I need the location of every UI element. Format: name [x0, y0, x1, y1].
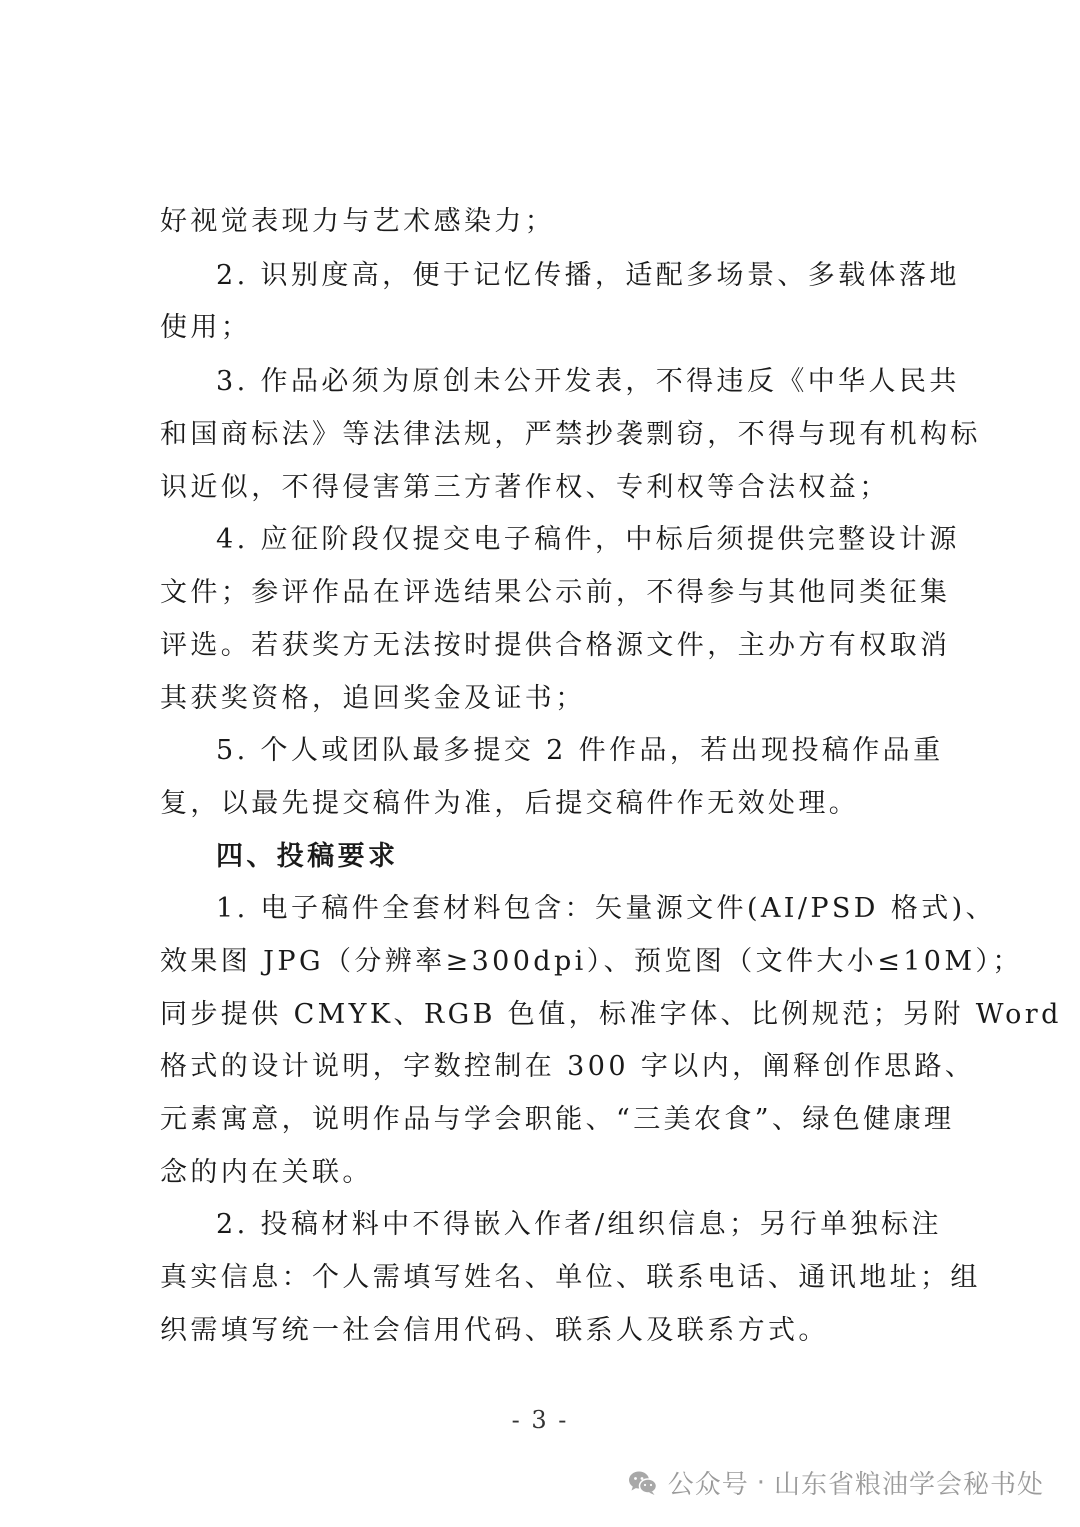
body-line: 同步提供 CMYK、RGB 色值，标准字体、比例规范；另附 Word — [160, 999, 1062, 1030]
body-line: 2. 识别度高，便于记忆传播，适配多场景、多载体落地 — [216, 260, 960, 291]
body-line: 元素寓意，说明作品与学会职能、“三美农食”、绿色健康理 — [160, 1104, 955, 1135]
watermark-separator: · — [756, 1467, 766, 1498]
body-line: 效果图 JPG（分辨率≥300dpi）、预览图（文件大小≤10M）； — [160, 946, 1023, 977]
body-line: 念的内在关联。 — [160, 1157, 373, 1188]
body-line: 织需填写统一社会信用代码、联系人及联系方式。 — [160, 1315, 829, 1346]
body-line: 其获奖资格，追回奖金及证书； — [160, 683, 586, 714]
body-line: 复，以最先提交稿件为准，后提交稿件作无效处理。 — [160, 788, 860, 819]
body-line: 2. 投稿材料中不得嵌入作者/组织信息；另行单独标注 — [216, 1209, 942, 1240]
body-line: 1. 电子稿件全套材料包含：矢量源文件(AI/PSD 格式)、 — [216, 893, 996, 924]
watermark-label: 公众号 — [667, 1470, 749, 1500]
section-heading: 四、投稿要求 — [216, 841, 399, 872]
page-number: - 3 - — [511, 1406, 569, 1434]
wechat-watermark — [628, 1464, 1044, 1501]
body-line: 文件；参评作品在评选结果公示前，不得参与其他同类征集 — [160, 577, 951, 608]
body-line: 3. 作品必须为原创未公开发表，不得违反《中华人民共 — [216, 366, 960, 397]
wechat-icon — [628, 1470, 658, 1496]
body-line: 识近似，不得侵害第三方著作权、专利权等合法权益； — [160, 472, 890, 503]
body-line: 5. 个人或团队最多提交 2 件作品，若出现投稿作品重 — [216, 735, 944, 766]
body-line: 好视觉表现力与艺术感染力； — [160, 206, 556, 237]
body-line: 使用； — [160, 312, 252, 343]
body-line: 格式的设计说明，字数控制在 300 字以内，阐释创作思路、 — [160, 1051, 976, 1082]
body-line: 评选。若获奖方无法按时提供合格源文件，主办方有权取消 — [160, 630, 951, 661]
watermark-account: 山东省粮油学会秘书处 — [773, 1470, 1044, 1500]
body-line: 4. 应征阶段仅提交电子稿件，中标后须提供完整设计源 — [216, 524, 960, 555]
body-line: 真实信息：个人需填写姓名、单位、联系电话、通讯地址；组 — [160, 1262, 981, 1293]
body-line: 和国商标法》等法律法规，严禁抄袭剽窃，不得与现有机构标 — [160, 419, 981, 450]
